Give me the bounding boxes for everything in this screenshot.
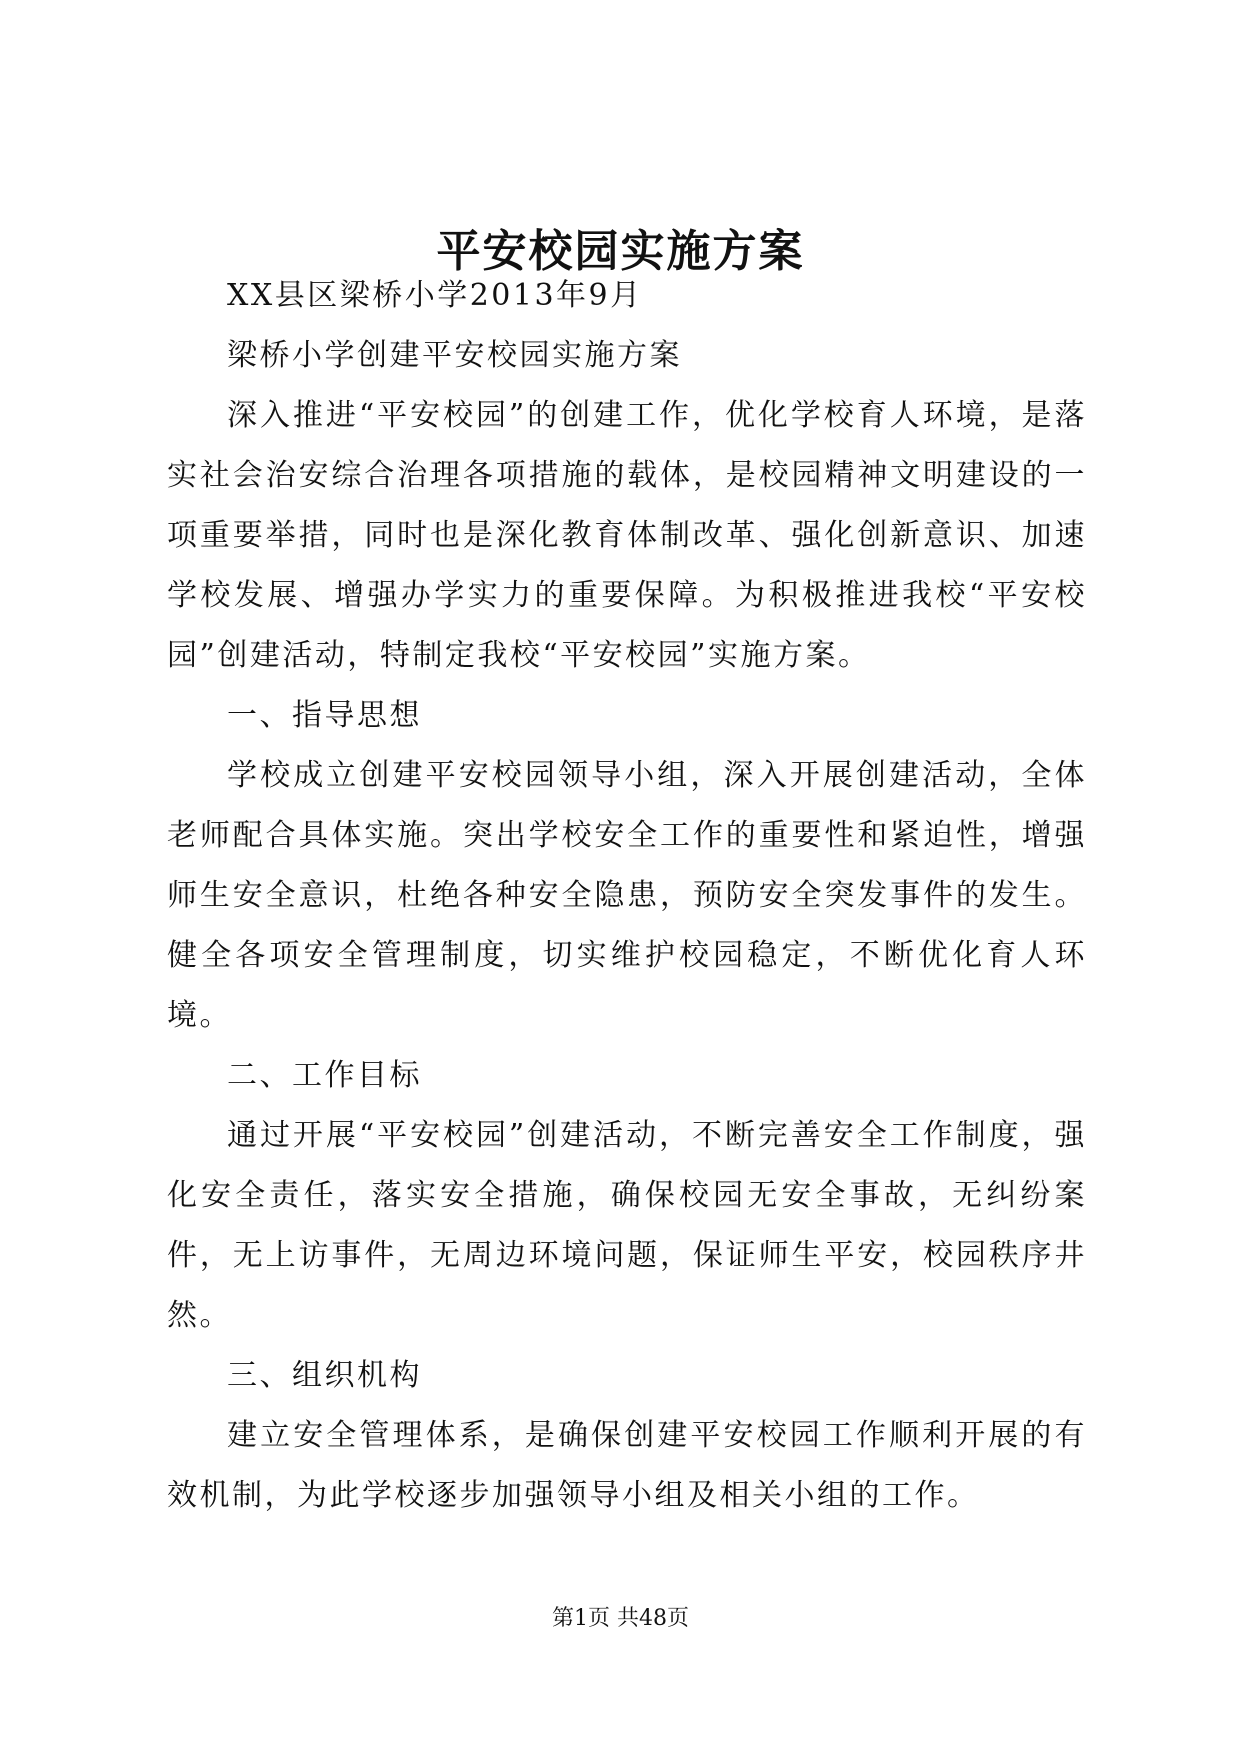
paragraph-organization: 建立安全管理体系，是确保创建平安校园工作顺利开展的有效机制，为此学校逐步加强领导小组及相关小组的工作。	[167, 1418, 1087, 1513]
heading-work-goals: 二、工作目标	[227, 1058, 422, 1093]
page-number-footer: 第1页 共48页	[552, 1606, 689, 1631]
paragraph-author-date: XX县区梁桥小学2013年9月	[227, 278, 643, 313]
paragraph-work-goals: 通过开展“平安校园”创建活动，不断完善安全工作制度，强化安全责任，落实安全措施，确保校园无安全事故，无纠纷案件，无上访事件，无周边环境问题，保证师生平安，校园秩序井然。	[167, 1118, 1087, 1333]
document-body	[167, 266, 1087, 1526]
document-title: 平安校园实施方案	[436, 226, 805, 277]
heading-organization: 三、组织机构	[227, 1358, 422, 1393]
paragraph-subtitle: 梁桥小学创建平安校园实施方案	[227, 338, 682, 373]
heading-guiding-ideology: 一、指导思想	[227, 698, 422, 733]
paragraph-guiding-ideology: 学校成立创建平安校园领导小组，深入开展创建活动，全体老师配合具体实施。突出学校安全工作的重要性和紧迫性，增强师生安全意识，杜绝各种安全隐患，预防安全突发事件的发生。健全各项安全管理制度，切实维护校园稳定，不断优化育人环境。	[167, 758, 1087, 1033]
paragraph-intro: 深入推进“平安校园”的创建工作，优化学校育人环境，是落实社会治安综合治理各项措施的载体，是校园精神文明建设的一项重要举措，同时也是深化教育体制改革、强化创新意识、加速学校发展、增强办学实力的重要保障。为积极推进我校“平安校园”创建活动，特制定我校“平安校园”实施方案。	[167, 398, 1087, 673]
